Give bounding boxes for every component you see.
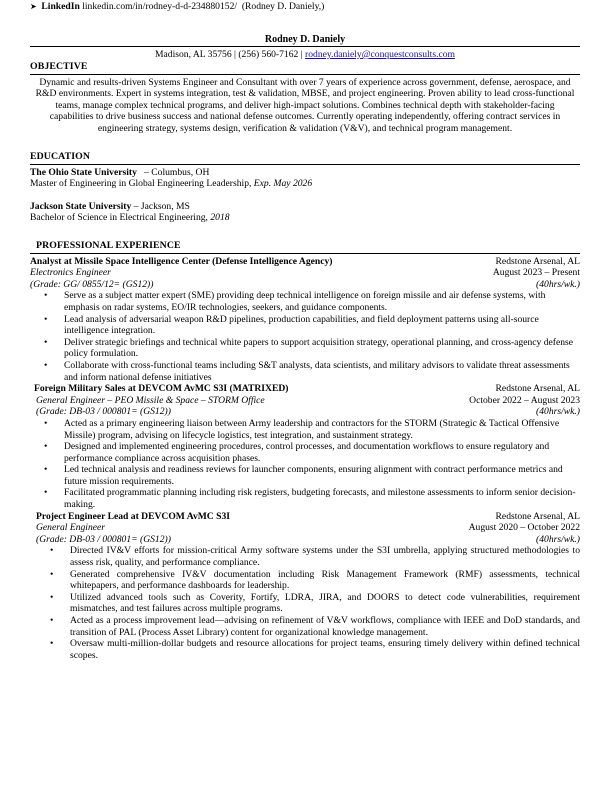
degree: Bachelor of Science in Electrical Engineering, [30,212,211,224]
job-role: Electronics Engineer [30,267,111,279]
job-role: General Engineer [36,522,106,534]
job-bullet: • Acted as a primary engineering liaison between Army leadership and contractors for the STORM (Strategic & Tactical Offensive Missile) program, advising on lifecycle logistics, test integration, and sustainment strategy. [64,418,580,441]
experience-section [30,240,580,661]
job-grade: (Grade: DB-03 / 000801= (GS12)) [36,406,171,418]
degree: Master of Engineering in Global Engineering Leadership, [30,178,254,190]
linkedin-line [30,1,324,13]
school-name: The Ohio State University [30,166,137,178]
contact-details: Madison, AL 35756 | (256) 560-7162 | [154,49,306,60]
job-dates: August 2023 – Present [492,267,580,279]
education-item [30,167,580,190]
job-hours: (40hrs/wk.) [536,278,580,290]
job-bullet: • Acted as a process improvement lead—advising on refinement of V&V workflows, compliance with IEEE and DoD standards, and transition of PAL (Process Asset Library) content for organizational knowledge management. [70,615,580,638]
degree-date: 2018 [210,212,230,224]
job-bullet: • Deliver strategic briefings and technical white papers to support acquisition strategy, operational planning, and cross-agency defense policy formulation. [64,337,580,360]
job-bullets [30,418,580,511]
job-bullet: • Directed IV&V efforts for mission-critical Army software systems under the S3I umbrella, applying structured methodologies to assess risk, quality, and performance compliance. [70,545,580,568]
linkedin-url[interactable]: linkedin.com/in/rodney-d-d-234880152/ [82,1,238,12]
arrow-bullet-icon: ➤ [30,2,37,11]
education-title: EDUCATION [30,151,580,165]
experience-title: PROFESSIONAL EXPERIENCE [30,240,580,254]
job-bullet: • Facilitated programmatic planning including risk registers, budgeting forecasts, and milestone assessments to inform senior decision-making. [64,487,580,510]
linkedin-display-name: (Rodney D. Daniely,) [241,1,325,12]
job-bullet: • Utilized advanced tools such as Coverity, Fortify, LDRA, JIRA, and DOORS to detect code vulnerabilities, requirement mismatches, and test failures across multiple programs. [70,592,580,615]
job-bullet: • Lead analysis of adversarial weapon R&D pipelines, production capabilities, and field deployment patterns using all-source intelligence integration. [64,314,580,337]
job-bullet: • Led technical analysis and readiness reviews for launcher components, ensuring alignment with contract performance metrics and future mission requirements. [64,464,580,487]
job-entry [30,511,580,662]
job-dates: October 2022 – August 2023 [469,394,580,406]
education-item [30,201,580,224]
job-bullet: • Serve as a subject matter expert (SME) providing deep technical intelligence on foreign missile and air defense systems, with emphasis on radar systems, EO/IR technologies, seekers, and guidance components. [64,290,580,313]
job-hours: (40hrs/wk.) [536,406,580,418]
job-hours: (40hrs/wk.) [536,533,580,545]
school-name: Jackson State University [30,200,132,212]
job-entry [30,256,580,384]
email-link[interactable]: rodney.daniely@conquestconsults.com [305,49,456,60]
job-role: General Engineer – PEO Missile & Space – STORM Office [36,394,265,406]
objective-title: OBJECTIVE [30,61,580,75]
job-org: Project Engineer Lead at DEVCOM AvMC S3I [36,510,230,522]
job-bullet: • Collaborate with cross-functional teams including S&T analysts, data scientists, and military advisors to validate threat assessments and inform national defense initiatives [64,360,580,383]
job-org: Analyst at Missile Space Intelligence Center (Defense Intelligence Agency) [30,255,333,267]
education-section [30,151,580,224]
job-dates: August 2020 – October 2022 [468,522,580,534]
job-grade: (Grade: GG/ 0855/12= (GS12)) [30,278,154,290]
job-grade: (Grade: DB-03 / 000801= (GS12)) [36,533,171,545]
job-bullets [30,545,580,661]
job-location: Redstone Arsenal, AL [495,255,580,267]
contact-line [30,46,580,61]
job-bullet: • Designed and implemented engineering procedures, control processes, and documentation workflows to ensure regulatory and performance compliance across acquisition phases. [64,441,580,464]
linkedin-label: LinkedIn [41,1,80,12]
job-bullet: • Oversaw multi-million-dollar budgets and resource allocations for project teams, ensuring timely delivery within defined technical scopes. [70,638,580,661]
school-location: – Columbus, OH [136,166,210,178]
objective-text: Dynamic and results-driven Systems Engineer and Consultant with over 7 years of experience across government, defense, aerospace, and R&D environments. Expert in systems integration, test & validation, MBSE, and project engineering. Proven ability to lead cross-functional teams, manage complex technical programs, and deliver high-impact solutions. Combines technical depth with stakeholder-facing capabilities to drive business success and national defense outcomes. Currently operating independently, offering contract services in engineering strategy, systems design, verification & validation (V&V), and technical program management. [35,76,575,134]
job-entry [30,383,580,511]
job-location: Redstone Arsenal, AL [495,510,580,522]
school-location: – Jackson, MS [131,200,190,212]
job-location: Redstone Arsenal, AL [495,383,580,395]
job-bullet: • Generated comprehensive IV&V documentation including Risk Management Framework (RMF) assessments, technical whitepapers, and performance dashboards for leadership. [70,569,580,592]
objective-section [30,61,580,135]
degree-date: Exp. May 2026 [253,178,313,190]
job-bullets [30,290,580,383]
job-org: Foreign Military Sales at DEVCOM AvMC S3I (MATRIXED) [34,383,289,395]
candidate-name: Rodney D. Daniely [264,34,346,45]
